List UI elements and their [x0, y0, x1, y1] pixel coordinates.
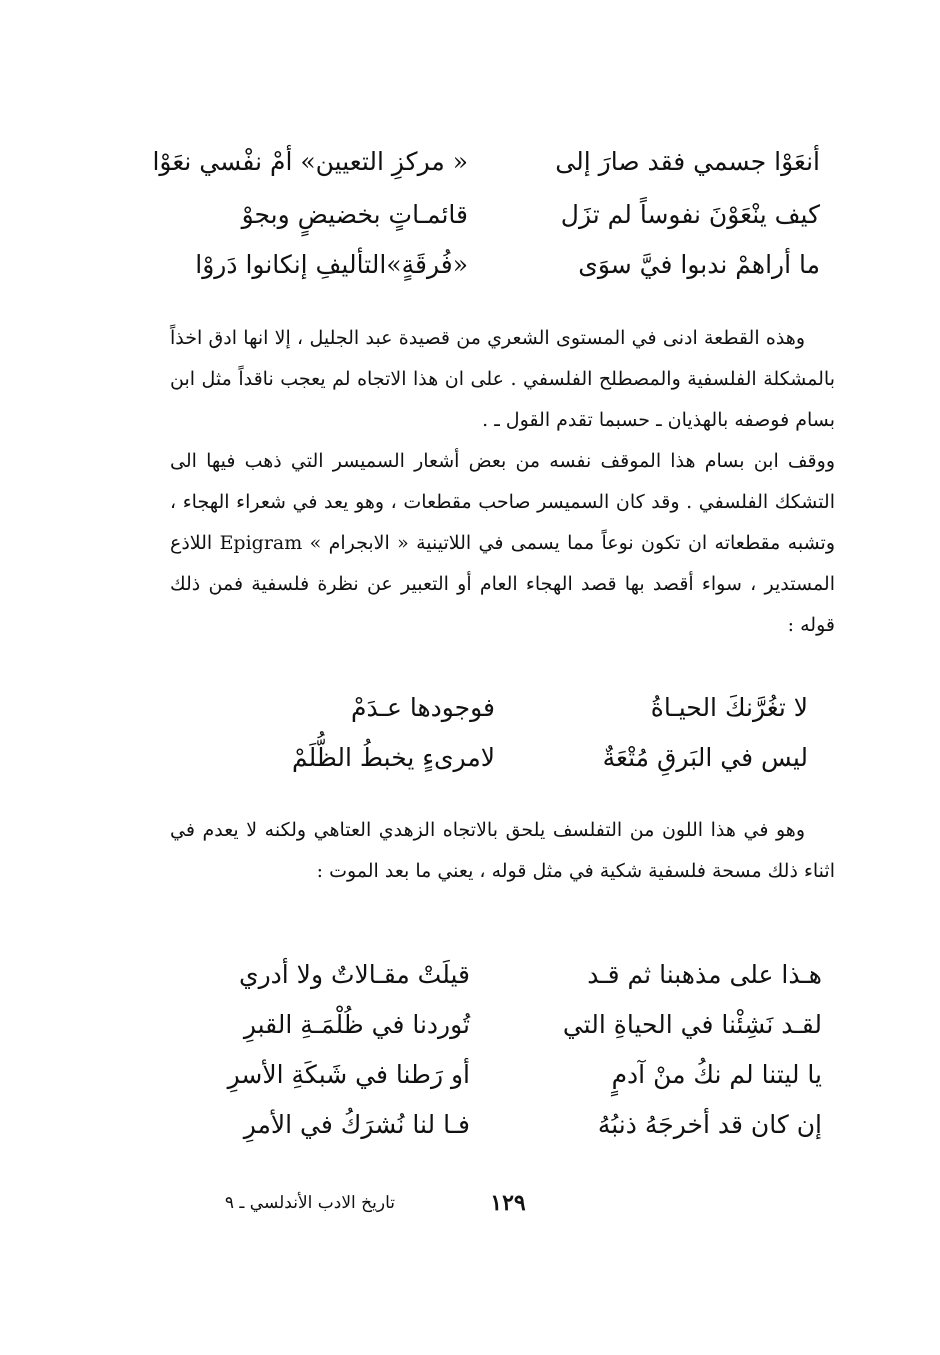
verse-hemistich-right: لا تغُرَّنكَ الحيـاةُ: [650, 693, 808, 722]
paragraph: وهو في هذا اللون من التفلسف يلحق بالاتجاه الزهدي العتاهي ولكنه لا يعدم في اثناء ذلك مسحة فلسفية شكية في مثل قوله ، يعني ما بعد الموت :: [170, 819, 835, 882]
paragraph: وهذه القطعة ادنى في المستوى الشعري من قصيدة عبد الجليل ، إلا انها ادق اخذاً بالمشكلة الفلسفية والمصطلح الفلسفي . على ان هذا الاتجاه لم يعجب ناقداً مثل ابن بسام فوصفه بالهذيان ـ حسبما تقدم القول ـ .: [170, 327, 835, 431]
verse-hemistich-left: « مركزِ التعيين» أمْ نفْسي نعَوْا: [152, 147, 468, 176]
verse-hemistich-left: تُوردنا في ظُلْمَـةِ القبرِ: [243, 1010, 470, 1039]
verse-hemistich-left: قائمـاتٍ بخضيضٍ وبجوْ: [241, 200, 468, 229]
verse-hemistich-right: أنعَوْا جسمي فقد صارَ إلى: [555, 147, 820, 176]
verse-hemistich-right: ليس في البَرقِ مُتْعَةٌ: [602, 743, 808, 772]
verse-hemistich-left: لامرىءٍ يخبطُ الظُّلَمْ: [291, 743, 495, 772]
verse-hemistich-right: هـذا على مذهبنا ثم قـد: [587, 960, 822, 989]
prose-block-1: [170, 318, 835, 646]
verse-hemistich-left: قيلَتْ مقـالاتٌ ولا أدري: [239, 960, 470, 989]
verse-hemistich-left: أو رَطنا في شَبكَةِ الأسرِ: [227, 1060, 470, 1089]
paragraph: ووقف ابن بسام هذا الموقف نفسه من بعض أشعار السميسر التي ذهب فيها الى التشكك الفلسفي . وقد كان السميسر صاحب مقطعات ، وهو يعد في شعراء الهجاء ، وتشبه مقطعاته ان تكون نوعاً مما يسمى في اللاتينية « الابجرام » Epigram اللاذع المستدير ، سواء أقصد بها قصد الهجاء العام أو التعبير عن نظرة فلسفية فمن ذلك قوله :: [170, 450, 836, 636]
verse-hemistich-left: فوجودها عـدَمْ: [351, 693, 495, 722]
verse-hemistich-right: إن كان قد أخرجَهُ ذنبُهُ: [597, 1110, 822, 1139]
verse-hemistich-right: لقـد نَشِئْنا في الحياةِ التي: [562, 1010, 822, 1039]
verse-hemistich-left: فـا لنا نُشرَكُ في الأمرِ: [243, 1110, 470, 1139]
prose-block-2: [170, 810, 835, 892]
verse-hemistich-right: ما أراهمْ ندبوا فيَّ سوَى: [578, 250, 820, 279]
verse-hemistich-right: يا ليتنا لم نكُ منْ آدمٍ: [611, 1060, 822, 1089]
verse-hemistich-left: «فُرقَةٍ»التأليفِ إنكانوا دَروْا: [195, 250, 468, 279]
verse-hemistich-right: كيف ينْعَوْنَ نفوساً لم تزَل: [560, 200, 820, 229]
page-number: ١٢٩: [490, 1190, 526, 1216]
running-footer-title: تاريخ الادب الأندلسي ـ ٩: [224, 1193, 395, 1213]
